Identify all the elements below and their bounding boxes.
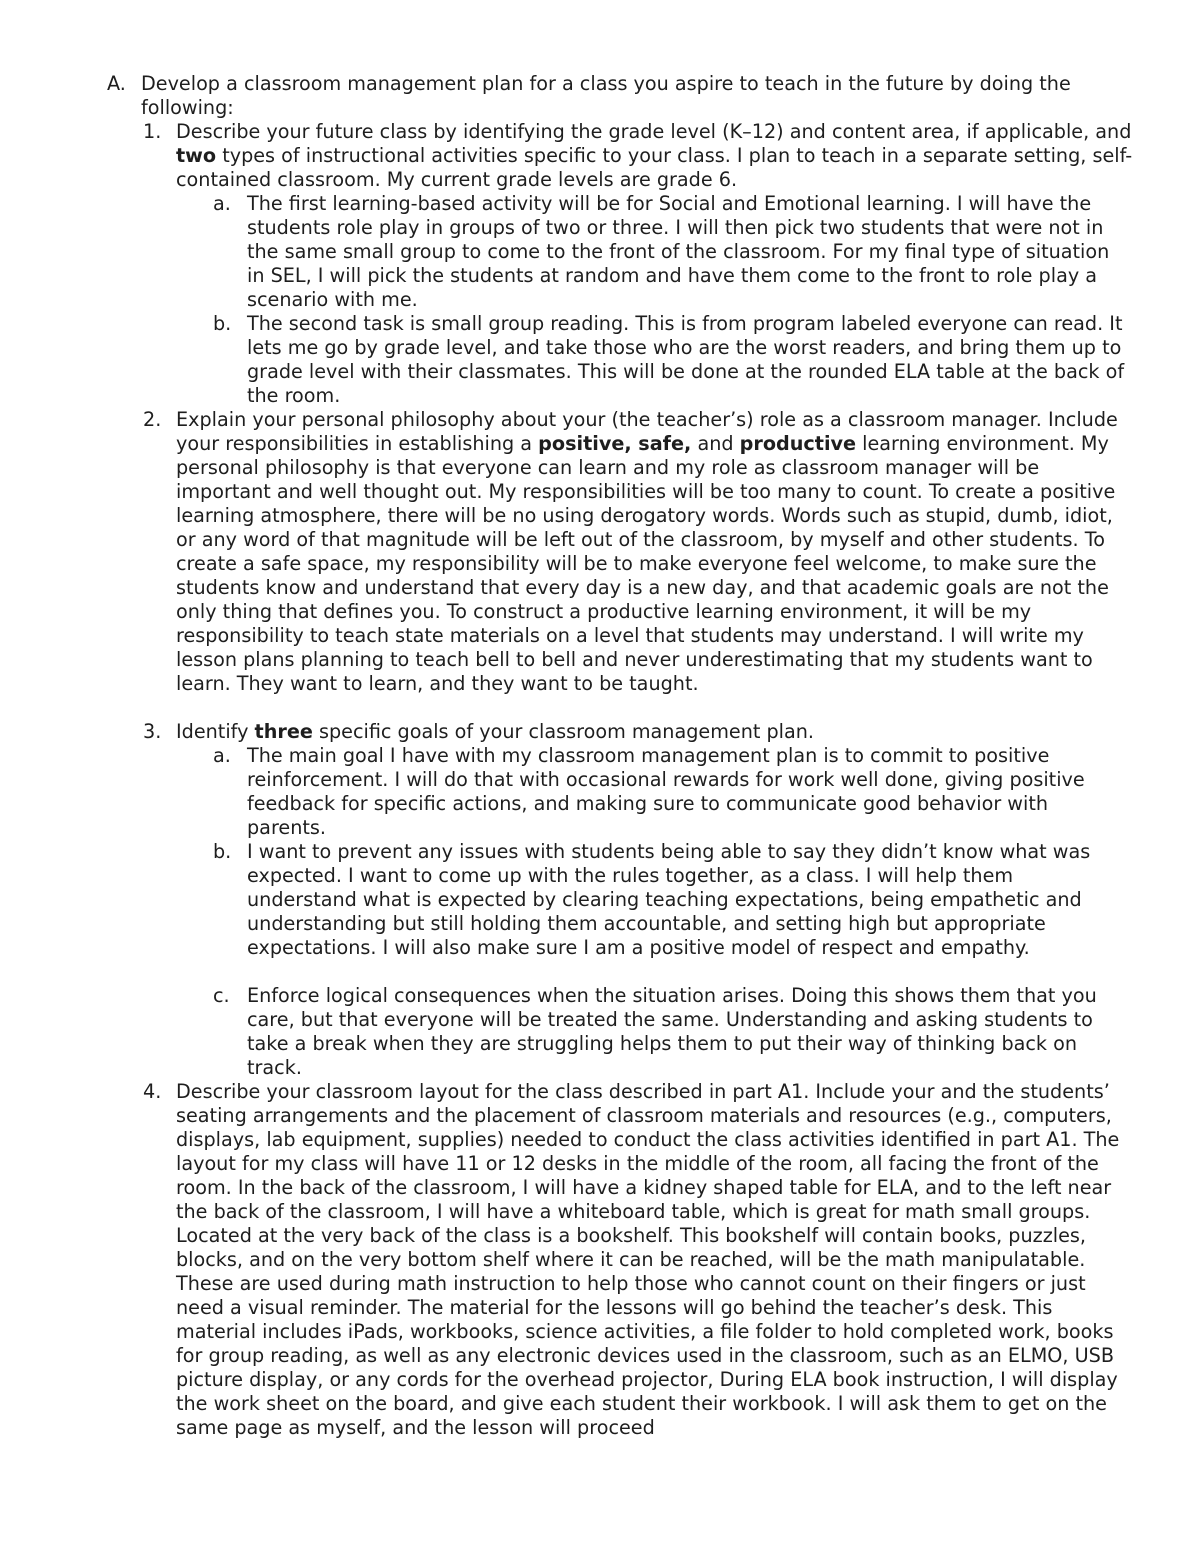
list-item-1b-text: The second task is small group reading. This is from program labeled everyone can read. It lets me go by grade level, and take those who are the worst readers, and bring them up to grade level with their classmates. This will be done at the rounded ELA table at the back of the room. (247, 312, 1125, 407)
list-item-2-text-post: learning environment. My personal philosophy is that everyone can learn and my role as classroom manager will be important and well thought out. My responsibilities will be too many to count. To create a positive learning atmosphere, there will be no using derogatory words. Words such as stupid, dumb, idiot, or any word of that magnitude will be left out of the classroom, by myself and other students. To create a safe space, my responsibility will be to make everyone feel welcome, to make sure the students know and understand that every day is a new day, and that academic goals are not the only thing that defines you. To construct a productive learning environment, it will be my responsibility to teach state materials on a level that students may understand. I will write my lesson plans planning to teach bell to bell and never underestimating that my students want to learn. They want to learn, and they want to be taught. (176, 432, 1116, 695)
list-item-1 (143, 120, 1136, 192)
list-item-3a (213, 744, 1127, 840)
list-item-3-text-post: specific goals of your classroom management plan. (312, 720, 815, 743)
list-item-4 (143, 1080, 1136, 1440)
list-item-3b-text: I want to prevent any issues with students being able to say they didn’t know what was expected. I want to come up with the rules together, as a class. I will help them understand what is expected by clearing teaching expectations, being empathetic and understanding but still holding them accountable, and setting high but appropriate expectations. I will also make sure I am a positive model of respect and empathy. (247, 840, 1091, 959)
list-item-3-marker: 3. (143, 720, 162, 743)
list-item-1a (213, 192, 1127, 312)
section-a-text: Develop a classroom management plan for a class you aspire to teach in the future by doing the following: (141, 72, 1071, 119)
list-item-2-text-pre: Explain your personal philosophy about your (the teacher’s) role as a classroom manager. Include your responsibilities in establishing a (176, 408, 1118, 455)
list-item-1b-marker: b. (213, 312, 232, 335)
section-a-marker: A. (107, 72, 126, 95)
list-item-3-text-pre: Identify (176, 720, 255, 743)
list-item-2 (143, 408, 1136, 696)
list-item-1-marker: 1. (143, 120, 162, 143)
list-item-3-text (176, 720, 1136, 744)
list-item-3a-text: The main goal I have with my classroom management plan is to commit to positive reinforcement. I will do that with occasional rewards for work well done, giving positive feedback for specific actions, and making sure to communicate good behavior with parents. (247, 744, 1085, 839)
list-item-4-marker: 4. (143, 1080, 162, 1103)
list-item-1a-marker: a. (213, 192, 231, 215)
list-item-1-text (176, 120, 1136, 192)
list-item-2-marker: 2. (143, 408, 162, 431)
list-item-3-bold: three (254, 720, 313, 743)
list-item-1a-text: The first learning-based activity will be for Social and Emotional learning. I will have the students role play in groups of two or three. I will then pick two students that were not in the same small group to come to the front of the classroom. For my final type of situation in SEL, I will pick the students at random and have them come to the front to role play a scenario with me. (247, 192, 1110, 311)
list-item-3c-marker: c. (213, 984, 230, 1007)
list-item-4-text: Describe your classroom layout for the class described in part A1. Include your and the students’ seating arrangements and the placement of classroom materials and resources (e.g., computers, displays, lab equipment, supplies) needed to conduct the class activities identified in part A1. The layout for my class will have 11 or 12 desks in the middle of the room, all facing the front of the room. In the back of the classroom, I will have a kidney shaped table for ELA, and to the left near the back of the classroom, I will have a whiteboard table, which is great for math small groups. Located at the very back of the class is a bookshelf. This bookshelf will contain books, puzzles, blocks, and on the very bottom shelf where it can be reached, will be the math manipulatable. These are used during math instruction to help those who cannot count on their fingers or just need a visual reminder. The material for the lessons will go behind the teacher’s desk. This material includes iPads, workbooks, science activities, a file folder to hold completed work, books for group reading, as well as any electronic devices used in the classroom, such as an ELMO, USB picture display, or any cords for the overhead projector, During ELA book instruction, I will display the work sheet on the board, and give each student their workbook. I will ask them to get on the same page as myself, and the lesson will proceed (176, 1080, 1120, 1439)
list-item-2-bold-2: productive (739, 432, 857, 455)
list-item-3 (143, 720, 1136, 744)
list-item-3c (213, 984, 1127, 1080)
list-item-2-text (176, 408, 1136, 696)
list-item-3c-text: Enforce logical consequences when the situation arises. Doing this shows them that you care, but that everyone will be treated the same. Understanding and asking students to take a break when they are struggling helps them to put their way of thinking back on track. (247, 984, 1097, 1079)
list-item-1-bold: two (176, 144, 217, 167)
list-item-1-text-post: types of instructional activities specific to your class. I plan to teach in a separate setting, self-contained classroom. My current grade levels are grade 6. (176, 144, 1133, 191)
list-item-3a-marker: a. (213, 744, 231, 767)
list-item-3b-marker: b. (213, 840, 232, 863)
list-item-2-bold-1: positive, safe, (538, 432, 692, 455)
list-item-1b (213, 312, 1127, 408)
list-item-1-text-pre: Describe your future class by identifying the grade level (K–12) and content area, if applicable, and (176, 120, 1132, 143)
list-item-2-text-mid: and (691, 432, 740, 455)
list-item-3b (213, 840, 1127, 960)
section-a (107, 72, 1131, 120)
